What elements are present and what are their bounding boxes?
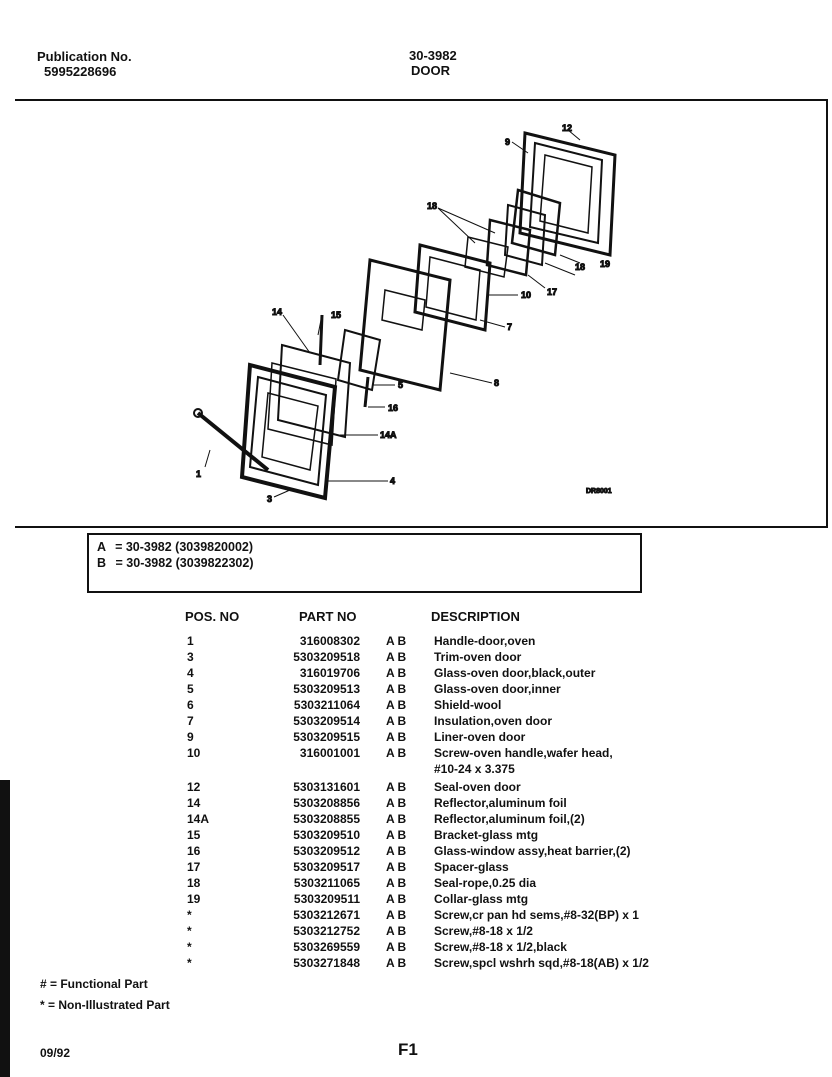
table-row: 19 5303209511 A B Collar-glass mtg bbox=[187, 892, 529, 906]
right-border bbox=[826, 100, 828, 527]
table-row: 15 5303209510 A B Bracket-glass mtg bbox=[187, 828, 539, 842]
diagram-code: DR8001 bbox=[586, 488, 612, 495]
table-row: 7 5303209514 A B Insulation,oven door bbox=[187, 714, 553, 728]
callout-14a: 14A bbox=[380, 430, 397, 440]
non-illustrated-note: * = Non-Illustrated Part bbox=[40, 998, 170, 1012]
table-row: 16 5303209512 A B Glass-window assy,heat barrier,(2) bbox=[187, 844, 631, 858]
table-row: 12 5303131601 A B Seal-oven door bbox=[187, 780, 521, 794]
callout-5: 5 bbox=[398, 380, 404, 390]
top-divider bbox=[15, 99, 828, 101]
table-row: 10 316001001 A B Screw-oven handle,wafer head, bbox=[187, 746, 613, 760]
legend-key-b: B bbox=[97, 556, 107, 570]
model-legend bbox=[87, 533, 642, 593]
table-row: * 5303212752 A B Screw,#8-18 x 1/2 bbox=[187, 924, 533, 938]
table-row: * 5303212671 A B Screw,cr pan hd sems,#8-32(BP) x 1 bbox=[187, 908, 639, 922]
callout-9: 9 bbox=[505, 137, 511, 147]
callout-4: 4 bbox=[390, 476, 396, 486]
inner-glass-part bbox=[338, 330, 380, 390]
table-row: 3 5303209518 A B Trim-oven door bbox=[187, 650, 522, 664]
callout-18a: 18 bbox=[427, 201, 438, 211]
callout-3: 3 bbox=[267, 494, 273, 504]
table-row: 4 316019706 A B Glass-oven door,black,outer bbox=[187, 666, 596, 680]
header-description: DESCRIPTION bbox=[431, 609, 520, 624]
callout-19: 19 bbox=[600, 259, 611, 269]
table-row: #10-24 x 3.375 bbox=[434, 762, 515, 776]
legend-text-a: = 30-3982 (3039820002) bbox=[115, 540, 254, 554]
table-row: 14 5303208856 A B Reflector,aluminum foil bbox=[187, 796, 567, 810]
table-row: 5 5303209513 A B Glass-oven door,inner bbox=[187, 682, 561, 696]
table-row: 18 5303211065 A B Seal-rope,0.25 dia bbox=[187, 876, 537, 890]
revision-date: 09/92 bbox=[40, 1046, 71, 1060]
callout-8: 8 bbox=[494, 378, 500, 388]
callout-15: 15 bbox=[331, 310, 342, 320]
exploded-door-diagram bbox=[150, 115, 670, 520]
handle-part bbox=[198, 413, 268, 470]
section-title: DOOR bbox=[411, 63, 450, 78]
callout-17: 17 bbox=[547, 287, 558, 297]
table-row: * 5303271848 A B Screw,spcl wshrh sqd,#8-18(AB) x 1/2 bbox=[187, 956, 649, 970]
legend-key-a: A bbox=[97, 540, 106, 554]
table-row: 9 5303209515 A B Liner-oven door bbox=[187, 730, 526, 744]
table-row: 17 5303209517 A B Spacer-glass bbox=[187, 860, 509, 874]
diagram-divider bbox=[15, 526, 828, 528]
table-row: * 5303269559 A B Screw,#8-18 x 1/2,black bbox=[187, 940, 567, 954]
callout-1: 1 bbox=[196, 469, 202, 479]
table-row: 6 5303211064 A B Shield-wool bbox=[187, 698, 502, 712]
legend-row-b bbox=[97, 556, 253, 570]
functional-part-note: # = Functional Part bbox=[40, 977, 148, 991]
callout-7: 7 bbox=[507, 322, 513, 332]
callout-14: 14 bbox=[272, 307, 283, 317]
callout-16: 16 bbox=[388, 403, 399, 413]
callout-10: 10 bbox=[521, 290, 532, 300]
publication-label: Publication No. bbox=[37, 49, 132, 64]
callout-12: 12 bbox=[562, 123, 573, 133]
page-number: F1 bbox=[398, 1040, 418, 1059]
table-row: 1 316008302 A B Handle-door,oven bbox=[187, 634, 536, 648]
header-part-no: PART NO bbox=[299, 609, 357, 624]
publication-number: 5995228696 bbox=[44, 64, 117, 79]
callout-18b: 18 bbox=[575, 262, 586, 272]
model-number: 30-3982 bbox=[409, 48, 457, 63]
header-pos-no: POS. NO bbox=[185, 609, 240, 624]
legend-text-b: = 30-3982 (3039822302) bbox=[115, 556, 254, 570]
table-row: 14A 5303208855 A B Reflector,aluminum foil,(2) bbox=[187, 812, 585, 826]
legend-row-a bbox=[97, 540, 253, 554]
scan-edge-bar bbox=[0, 780, 10, 1077]
